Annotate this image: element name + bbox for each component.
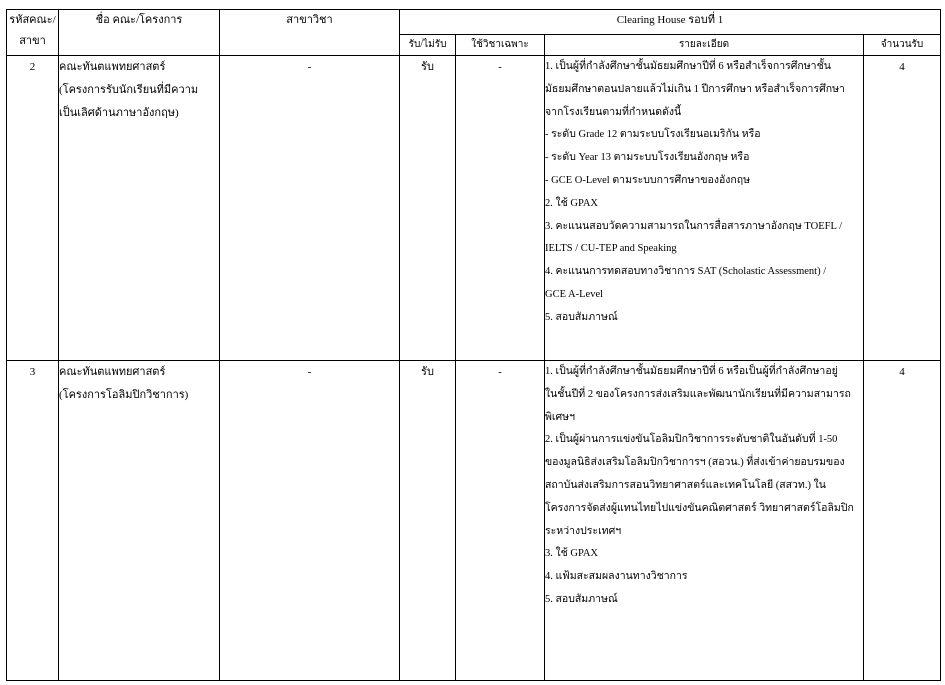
- detail-line: 4. แฟ้มสะสมผลงานทางวิชาการ: [545, 571, 688, 583]
- row-code: 2: [7, 56, 59, 361]
- row-accept: รับ: [400, 56, 456, 361]
- row-detail: [545, 361, 864, 681]
- row-detail: [545, 56, 864, 361]
- header-round: Clearing House รอบที่ 1: [400, 10, 941, 35]
- detail-line: 3. ใช้ GPAX: [545, 548, 599, 560]
- header-count: จำนวนรับ: [864, 35, 941, 56]
- row-major: -: [220, 56, 400, 361]
- row-accept: รับ: [400, 361, 456, 681]
- detail-line: สถาบันส่งเสริมการสอนวิทยาศาสตร์และเทคโนโลยี (สสวท.) ใน: [545, 479, 826, 491]
- detail-line: จากโรงเรียนตามที่กำหนดดังนี้: [545, 106, 682, 118]
- faculty-line: คณะทันตแพทยศาสตร์: [59, 366, 166, 378]
- row-subject: -: [456, 361, 545, 681]
- row-code: 3: [7, 361, 59, 681]
- faculty-line: (โครงการรับนักเรียนที่มีความ: [59, 83, 199, 96]
- detail-line: - ระดับ Grade 12 ตามระบบโรงเรียนอเมริกัน หรือ: [545, 129, 761, 141]
- header-faculty: ชื่อ คณะ/โครงการ: [59, 10, 220, 56]
- header-subject: ใช้วิชาเฉพาะ: [456, 35, 545, 56]
- row-major: -: [220, 361, 400, 681]
- detail-line: 1. เป็นผู้ที่กำลังศึกษาชั้นมัธยมศึกษาปีที่ 6 หรือเป็นผู้ที่กำลังศึกษาอยู่: [545, 366, 838, 377]
- row-count: 4: [864, 56, 941, 361]
- table-row: [7, 361, 941, 681]
- faculty-line: คณะทันตแพทยศาสตร์: [59, 61, 166, 73]
- detail-line: มัธยมศึกษาตอนปลายแล้วไม่เกิน 1 ปีการศึกษา หรือสำเร็จการศึกษา: [545, 83, 845, 95]
- detail-line: - ระดับ Year 13 ตามระบบโรงเรียนอังกฤษ หรือ: [545, 152, 750, 164]
- header-code-top: รหัสคณะ/: [9, 14, 56, 26]
- detail-line: 2. ใช้ GPAX: [545, 197, 599, 209]
- header-detail: รายละเอียด: [545, 35, 864, 56]
- row-subject: -: [456, 56, 545, 361]
- header-accept: รับ/ไม่รับ: [400, 35, 456, 56]
- row-faculty: [59, 361, 220, 681]
- header-code: [7, 10, 59, 56]
- row-faculty: [59, 56, 220, 361]
- detail-line: 3. คะแนนสอบวัดความสามารถในการสื่อสารภาษาอังกฤษ TOEFL /: [545, 220, 843, 232]
- detail-line: 2. เป็นผู้ผ่านการแข่งขันโอลิมปิกวิชาการระดับชาติในอันดับที่ 1-50: [545, 434, 838, 446]
- detail-line: 1. เป็นผู้ที่กำลังศึกษาชั้นมัธยมศึกษาปีที่ 6 หรือสำเร็จการศึกษาชั้น: [545, 61, 831, 72]
- detail-line: GCE A-Level: [545, 288, 604, 300]
- admission-table: [6, 9, 941, 681]
- detail-line: - GCE O-Level ตามระบบการศึกษาของอังกฤษ: [545, 174, 751, 186]
- detail-line: IELTS / CU-TEP and Speaking: [545, 243, 677, 255]
- detail-line: ของมูลนิธิส่งเสริมโอลิมปิกวิชาการฯ (สอวน.) ที่ส่งเข้าค่ายอบรมของ: [545, 457, 845, 469]
- detail-line: พิเศษฯ: [545, 411, 575, 423]
- header-major: สาขาวิชา: [220, 10, 400, 56]
- detail-line: 5. สอบสัมภาษณ์: [545, 311, 618, 323]
- faculty-line: เป็นเลิศด้านภาษาอังกฤษ): [59, 106, 179, 119]
- faculty-line: (โครงการโอลิมปิกวิชาการ): [59, 388, 189, 401]
- detail-line: 4. คะแนนการทดสอบทางวิชาการ SAT (Scholastic Assessment) /: [545, 266, 827, 278]
- detail-line: ในชั้นปีที่ 2 ของโครงการส่งเสริมและพัฒนานักเรียนที่มีความสามารถ: [545, 388, 851, 400]
- detail-line: ระหว่างประเทศฯ: [545, 525, 622, 537]
- detail-line: 5. สอบสัมภาษณ์: [545, 593, 618, 605]
- table-row: [7, 56, 941, 361]
- detail-line: โครงการจัดส่งผู้แทนไทยไปแข่งขันคณิตศาสตร์ วิทยาศาสตร์โอลิมปิก: [545, 502, 854, 514]
- row-count: 4: [864, 361, 941, 681]
- header-code-bottom: สาขา: [19, 35, 46, 47]
